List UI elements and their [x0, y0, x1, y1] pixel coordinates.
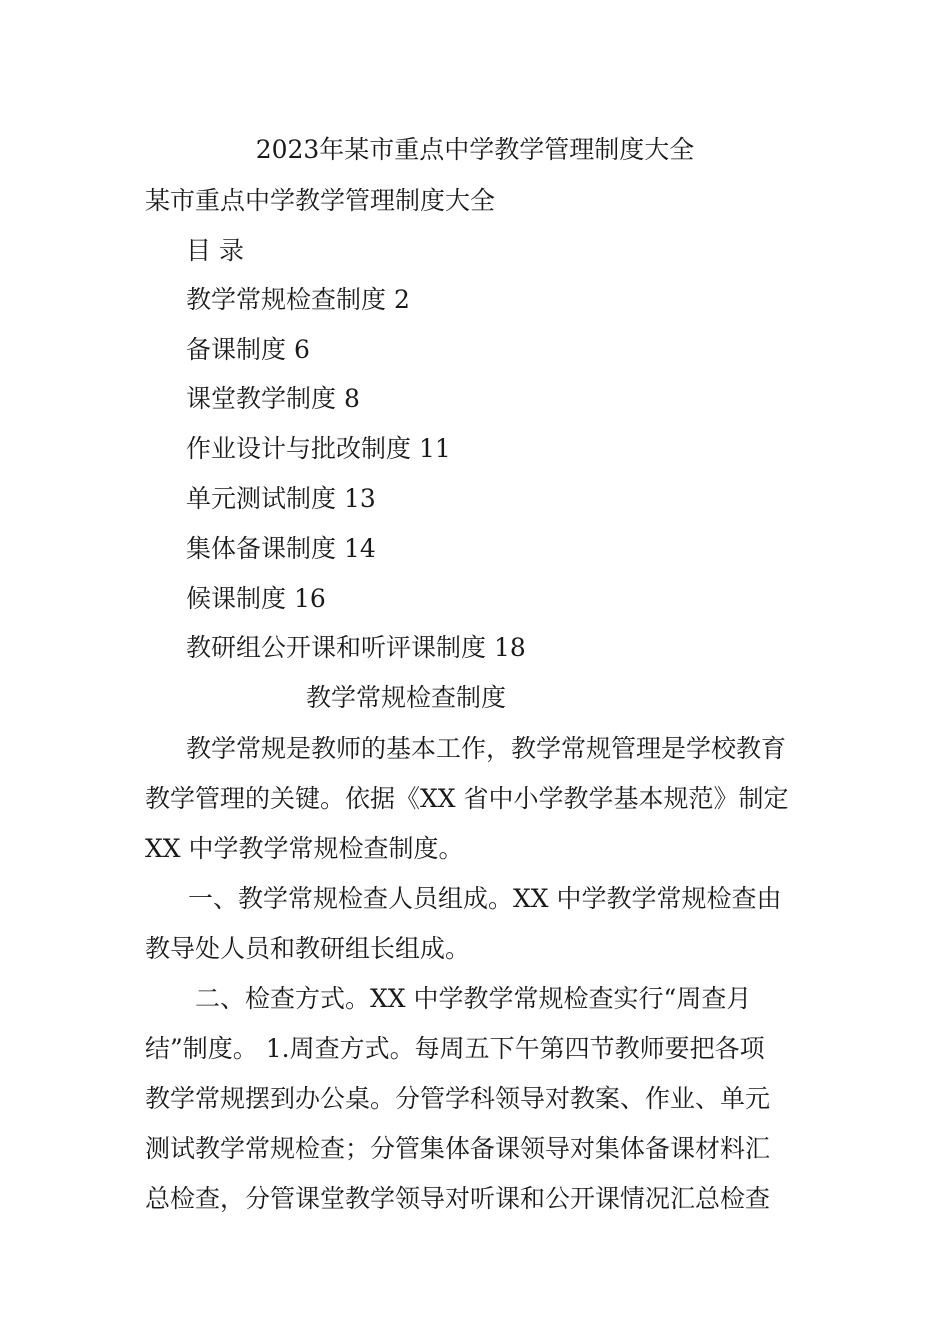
paragraph-line: 结”制度。 1.周查方式。每周五下午第四节教师要把各项 — [145, 1034, 765, 1063]
section-title: 教学常规检查制度 — [306, 683, 507, 712]
document-subtitle: 某市重点中学教学管理制度大全 — [145, 186, 496, 215]
paragraph-line: 教学管理的关键。依据《XX 省中小学教学基本规范》制定 — [145, 784, 789, 813]
toc-entry: 备课制度 6 — [186, 335, 310, 364]
toc-heading: 目 录 — [186, 236, 244, 265]
paragraph-line: 教学常规摆到办公桌。分管学科领导对教案、作业、单元 — [145, 1084, 771, 1113]
toc-entry: 候课制度 16 — [186, 584, 326, 613]
paragraph-line: 教学常规是教师的基本工作，教学常规管理是学校教育 — [186, 734, 787, 763]
toc-entry: 教研组公开课和听评课制度 18 — [186, 633, 526, 662]
toc-entry: 作业设计与批改制度 11 — [186, 434, 451, 463]
toc-entry: 教学常规检查制度 2 — [186, 285, 410, 314]
paragraph-line: 二、检查方式。XX 中学教学常规检查实行“周查月 — [195, 984, 752, 1013]
toc-entry: 课堂教学制度 8 — [186, 384, 360, 413]
toc-entry: 单元测试制度 13 — [186, 484, 376, 513]
paragraph-line: 一、教学常规检查人员组成。XX 中学教学常规检查由 — [188, 884, 782, 913]
paragraph-line: 测试教学常规检查；分管集体备课领导对集体备课材料汇 — [145, 1134, 771, 1163]
document-title: 2023年某市重点中学教学管理制度大全 — [255, 135, 695, 164]
paragraph-line: XX 中学教学常规检查制度。 — [145, 834, 464, 863]
toc-entry: 集体备课制度 14 — [186, 534, 376, 563]
paragraph-line: 教导处人员和教研组长组成。 — [145, 934, 471, 963]
paragraph-line: 总检查，分管课堂教学领导对听课和公开课情况汇总检查 — [145, 1184, 771, 1213]
